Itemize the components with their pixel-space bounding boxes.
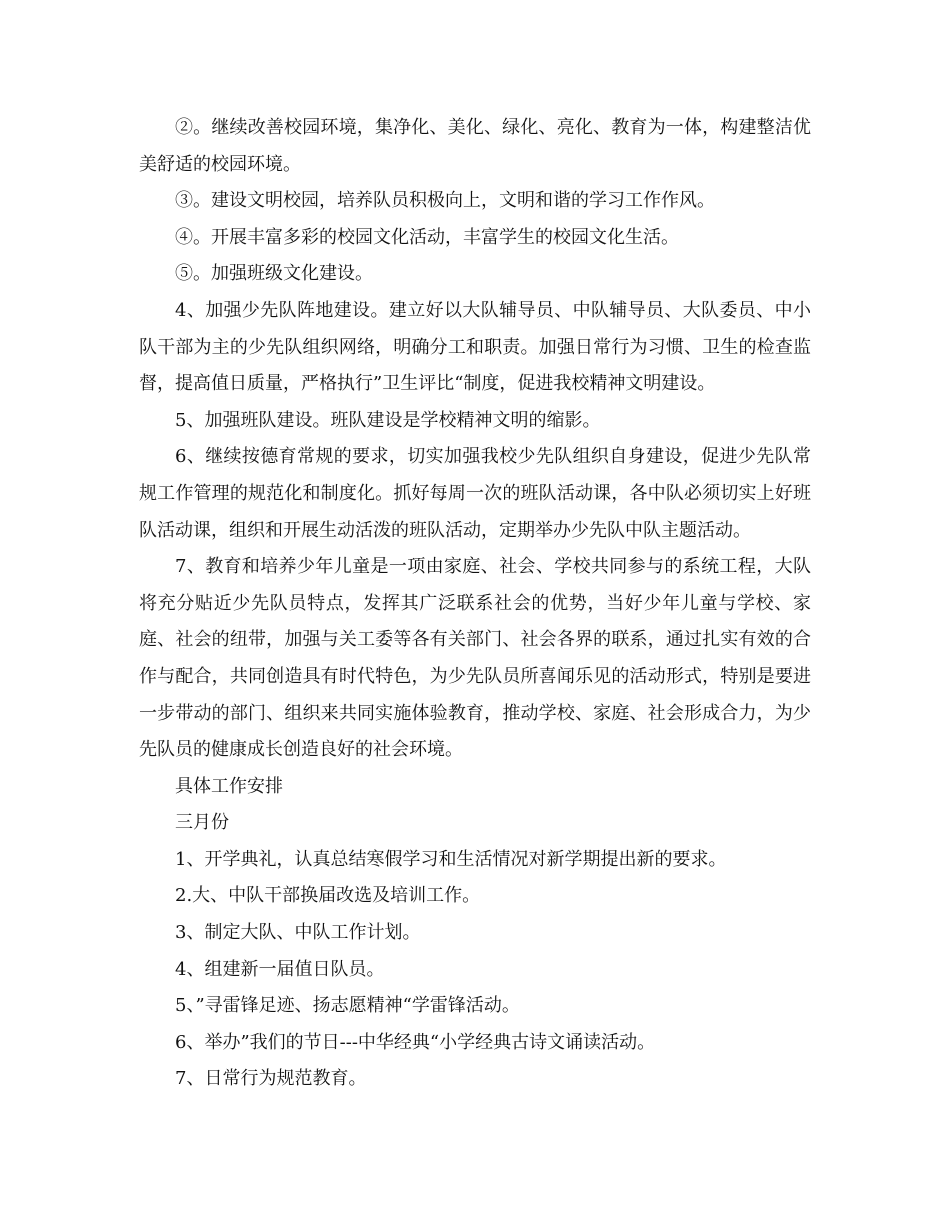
paragraph-moral-routine: 6、继续按德育常规的要求，切实加强我校少先队组织自身建设，促进少先队常规工作管理的规范化和制度化。抓好每周一次的班队活动课，各中队必须切实上好班队活动课，组织和开展生动活泼的班队活动，定期举办少先队中队主题活动。: [139, 446, 811, 541]
paragraph-pioneer-base: 4、加强少先队阵地建设。建立好以大队辅导员、中队辅导员、大队委员、中小队干部为主的少先队组织网络，明确分工和职责。加强日常行为习惯、卫生的检查监督，提高值日质量，严格执行”卫生评比“制度，促进我校精神文明建设。: [139, 299, 811, 395]
document-body: [139, 110, 811, 1098]
paragraph-item-3: ③。建设文明校园，培养队员积极向上，文明和谐的学习工作作风。: [175, 190, 715, 212]
paragraph-item-5: ⑤。加强班级文化建设。: [175, 263, 373, 285]
paragraph-society-education: 7、教育和培养少年儿童是一项由家庭、社会、学校共同参与的系统工程，大队将充分贴近少先队员特点，发挥其广泛联系社会的优势，当好少年儿童与学校、家庭、社会的纽带，加强与关工委等各有关部门、社会各界的联系，通过扎实有效的合作与配合，共同创造具有时代特色，为少先队员所喜闻乐见的活动形式，特别是要进一步带动的部门、组织来共同实施体验教育，推动学校、家庭、社会形成合力，为少先队员的健康成长创造良好的社会环境。: [139, 556, 811, 761]
march-item-1: 1、开学典礼，认真总结寒假学习和生活情况对新学期提出新的要求。: [175, 848, 727, 870]
section-heading-work-plan: 具体工作安排: [175, 775, 283, 797]
paragraph-class-team: 5、加强班队建设。班队建设是学校精神文明的缩影。: [175, 409, 601, 431]
paragraph-item-4: ④。开展丰富多彩的校园文化活动，丰富学生的校园文化生活。: [175, 226, 679, 248]
paragraph-item-2: ②。继续改善校园环境，集净化、美化、绿化、亮化、教育为一体，构建整洁优美舒适的校园环境。: [139, 117, 811, 175]
march-item-3: 3、制定大队、中队工作计划。: [175, 922, 421, 944]
march-item-5: 5、”寻雷锋足迹、扬志愿精神“学雷锋活动。: [175, 995, 520, 1017]
month-heading-march: 三月份: [175, 812, 229, 834]
march-item-6: 6、举办”我们的节日---中华经典“小学经典古诗文诵读活动。: [175, 1031, 656, 1053]
march-item-2: 2.大、中队干部换届改选及培训工作。: [175, 885, 481, 907]
march-item-4: 4、组建新一届值日队员。: [175, 958, 385, 980]
march-item-7: 7、日常行为规范教育。: [175, 1068, 367, 1090]
